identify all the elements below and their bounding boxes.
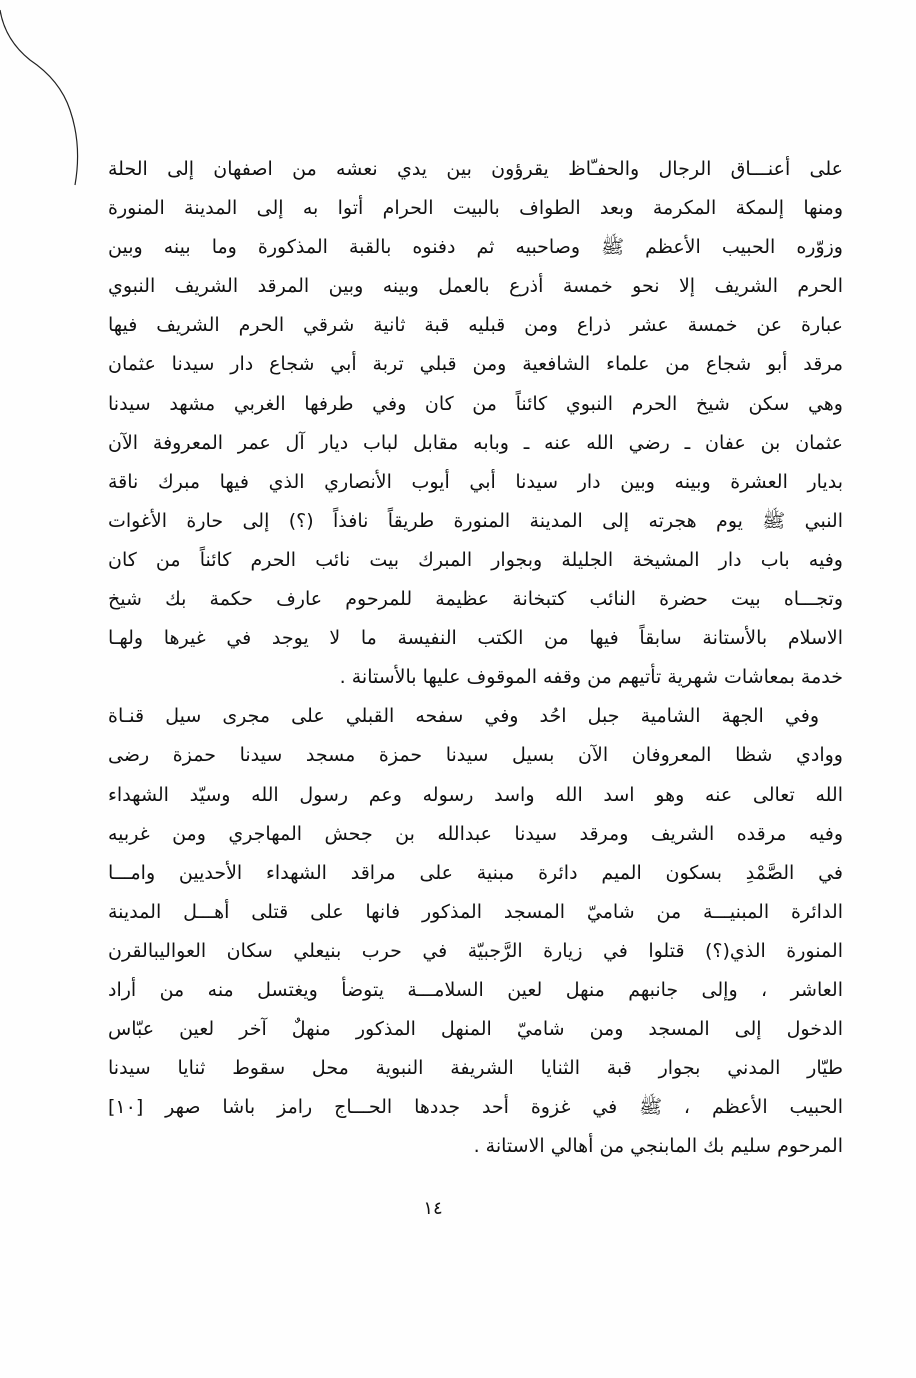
- paragraph-1: [108, 150, 843, 697]
- paragraph-2: [108, 697, 843, 1166]
- text-line: ووادي شظا المعروفان الآن بسيل سيدنا حمزة مسجد سيدنا حمزة رضى: [108, 744, 843, 767]
- text-line: الدائرة المبنيـــة من شاميّ المسجد المذكور فانها على قتلى أهـــل المدينة: [108, 900, 843, 923]
- text-line: بديار العشرة وبينه وبين دار سيدنا أبي أيوب الأنصاري الذي فيها مبرك ناقة: [108, 470, 843, 493]
- body-text: [108, 150, 843, 1166]
- text-line: وفيه باب دار المشيخة الجليلة وبجوار المبرك بيت نائب الحرم كائناً من كان: [108, 548, 843, 571]
- text-line: في الصَّمْدِ بسكون الميم دائرة مبنية على مراقد الشهداء الأحديين وامـــا: [108, 861, 843, 884]
- text-line: النبي ﷺ يوم هجرته إلى المدينة المنورة طريقاً نافذاً (؟) إلى حارة الأغوات: [108, 509, 843, 532]
- text-line: طيّار المدني بجوار قبة الثنايا الشريفة النبوية محل سقوط ثنايا سيدنا: [108, 1057, 843, 1080]
- text-line: الدخول إلى المسجد ومن شاميّ المنهل المذكور منهلٌ آخر لعين عبّاس: [108, 1018, 843, 1041]
- text-line: الحرم الشريف إلا نحو خمسة أذرع بالعمل وبينه وبين المرقد الشريف النبوي: [108, 275, 843, 298]
- page-number: ١٤: [423, 1198, 443, 1219]
- text-line: العاشر ، وإلى جانبهم منهل لعين السلامـــة يتوضأ ويغتسل منه من أراد: [108, 978, 843, 1001]
- text-line: عثمان بن عفان ـ رضي الله عنه ـ وبابه مقابل لباب ديار آل عمر المعروفة الآن: [108, 431, 843, 454]
- text-line: وفيه مرقده الشريف ومرقد سيدنا عبدالله بن جحش المهاجري ومن غربيه: [108, 822, 843, 845]
- text-line: الله تعالى عنه وهو اسد الله واسد رسوله وعم رسول الله وسيّد الشهداء: [108, 783, 843, 806]
- text-line: المنورة الذي(؟) قتلوا في زيارة الرَّجبيّة في حرب بنيعلي سكان العواليبالقرن: [108, 939, 843, 962]
- margin-line-mark: [0, 0, 90, 200]
- text-line: مرقد أبو شجاع من علماء الشافعية ومن قبلي تربة أبي شجاع دار سيدنا عثمان: [108, 353, 843, 376]
- text-line: وتجـــاه بيت حضرة النائب كتبخانة عظيمة للمرحوم عارف حكمة بك شيخ: [108, 588, 843, 611]
- text-line: وزوّره الحبيب الأعظم ﷺ وصاحبيه ثم دفنوه بالقبة المذكورة وما بينه وبين: [108, 236, 843, 259]
- text-line: وفي الجهة الشامية جبل احُد وفي سفحه القبلي على مجرى سيل قنـاة: [108, 705, 819, 728]
- text-line: المرحوم سليم بك المابنجي من أهالي الاستانة .: [473, 1135, 843, 1158]
- text-line: خدمة بمعاشات شهرية تأتيهم من وقفه الموقوف عليها بالأستانة .: [339, 666, 843, 689]
- text-line: الحبيب الأعظم ، ﷺ في غزوة أحد جددها الحـــاج رامز باشا صهر [١٠]: [108, 1096, 843, 1119]
- text-line: الاسلام بالأستانة سابقاً فيها من الكتب النفيسة ما لا يوجد في غيرها ولهـا: [108, 627, 843, 650]
- text-line: وهي سكن شيخ الحرم النبوي كائناً من كان وفي طرفها الغربي مشهد سيدنا: [108, 392, 843, 415]
- text-line: على أعنـــاق الرجال والحفـّاظ يقرؤون بين يدي نعشه من اصفهان إلى الحلة: [108, 158, 843, 180]
- text-line: ومنها إلىمكة المكرمة وبعد الطواف بالبيت الحرام أتوا به إلى المدينة المنورة: [108, 197, 843, 220]
- text-line: عبارة عن خمسة عشر ذراع ومن قبليه قبة ثانية شرقي الحرم الشريف فيها: [108, 314, 843, 337]
